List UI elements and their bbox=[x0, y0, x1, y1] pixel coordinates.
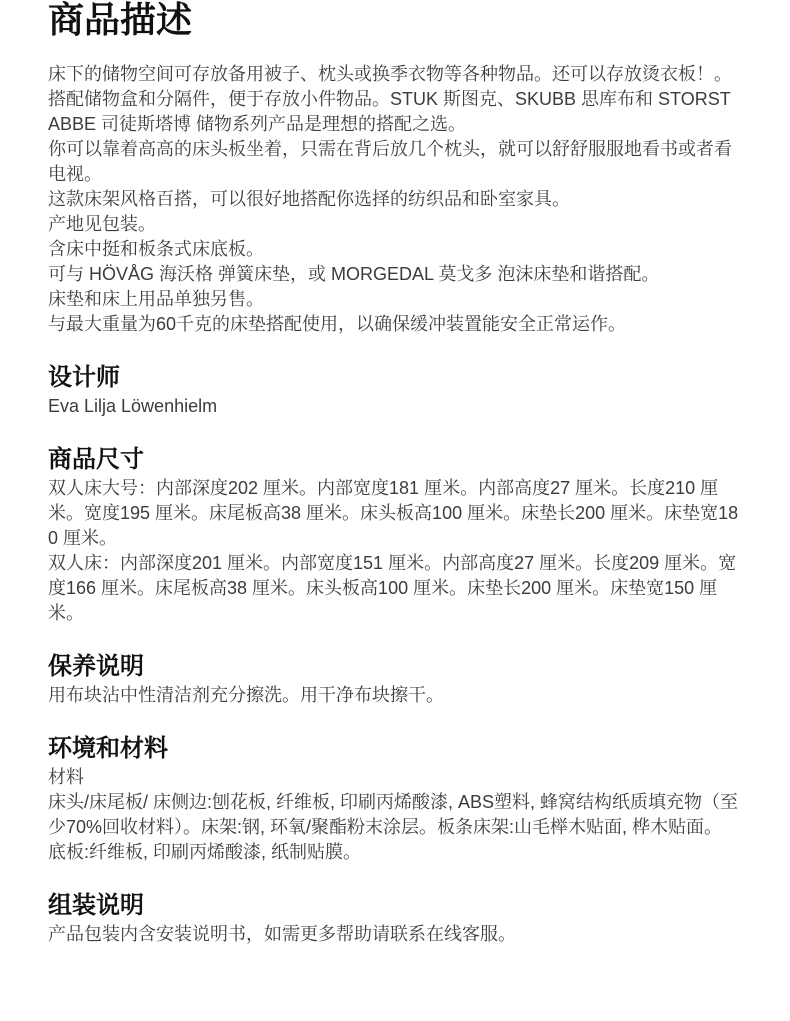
dimension-line: 双人床：内部深度201 厘米。内部宽度151 厘米。内部高度27 厘米。长度209 厘米。宽度166 厘米。床尾板高38 厘米。床头板高100 厘米。床垫长200 厘米。床垫宽150 厘米。 bbox=[48, 553, 737, 623]
description-paragraph: 搭配储物盒和分隔件，便于存放小件物品。STUK 斯图克、SKUBB 思库布和 STORSTABBE 司徒斯塔博 储物系列产品是理想的搭配之选。 bbox=[48, 89, 731, 134]
materials-heading: 环境和材料 bbox=[48, 735, 168, 762]
materials-subheading: 材料 bbox=[48, 767, 84, 787]
page-title: 商品描述 bbox=[48, 0, 193, 40]
materials-section bbox=[48, 733, 740, 865]
dimensions-heading: 商品尺寸 bbox=[48, 446, 144, 473]
materials-line: 底板:纤维板, 印刷丙烯酸漆, 纸制贴膜。 bbox=[48, 842, 362, 862]
designer-name: Eva Lilja Löwenhielm bbox=[48, 396, 218, 416]
assembly-heading: 组装说明 bbox=[48, 892, 144, 919]
assembly-instructions: 产品包装内含安装说明书，如需更多帮助请联系在线客服。 bbox=[48, 924, 516, 944]
product-info-content bbox=[48, 0, 740, 947]
description-paragraph: 你可以靠着高高的床头板坐着，只需在背后放几个枕头，就可以舒舒服服地看书或者看电视。 bbox=[48, 139, 732, 184]
description-paragraph: 含床中挺和板条式床底板。 bbox=[48, 239, 264, 259]
care-heading: 保养说明 bbox=[48, 653, 144, 680]
description-paragraph: 可与 HÖVÅG 海沃格 弹簧床垫，或 MORGEDAL 莫戈多 泡沫床垫和谐搭配。 bbox=[48, 264, 660, 284]
description-paragraph: 产地见包装。 bbox=[48, 214, 156, 234]
description-paragraph: 床下的储物空间可存放备用被子、枕头或换季衣物等各种物品。还可以存放烫衣板！。 bbox=[48, 64, 732, 84]
description-paragraph: 与最大重量为60千克的床垫搭配使用，以确保缓冲装置能安全正常运作。 bbox=[48, 314, 627, 334]
assembly-section bbox=[48, 890, 740, 947]
description-paragraph: 这款床架风格百搭，可以很好地搭配你选择的纺织品和卧室家具。 bbox=[48, 189, 570, 209]
designer-heading: 设计师 bbox=[48, 364, 120, 391]
dimensions-section bbox=[48, 444, 740, 626]
description-paragraph: 床垫和床上用品单独另售。 bbox=[48, 289, 264, 309]
description-section bbox=[48, 62, 740, 337]
materials-line: 床头/床尾板/ 床侧边:刨花板, 纤维板, 印刷丙烯酸漆, ABS塑料, 蜂窝结构纸质填充物（至少70%回收材料）。床架:钢, 环氧/聚酯粉末涂层。板条床架:山毛榉木贴面, 桦木贴面。 bbox=[48, 792, 739, 837]
care-section bbox=[48, 651, 740, 708]
care-instructions: 用布块沾中性清洁剂充分擦洗。用干净布块擦干。 bbox=[48, 685, 444, 705]
designer-section bbox=[48, 362, 740, 419]
dimension-line: 双人床大号：内部深度202 厘米。内部宽度181 厘米。内部高度27 厘米。长度210 厘米。宽度195 厘米。床尾板高38 厘米。床头板高100 厘米。床垫长200 厘米。床垫宽180 厘米。 bbox=[48, 478, 739, 548]
